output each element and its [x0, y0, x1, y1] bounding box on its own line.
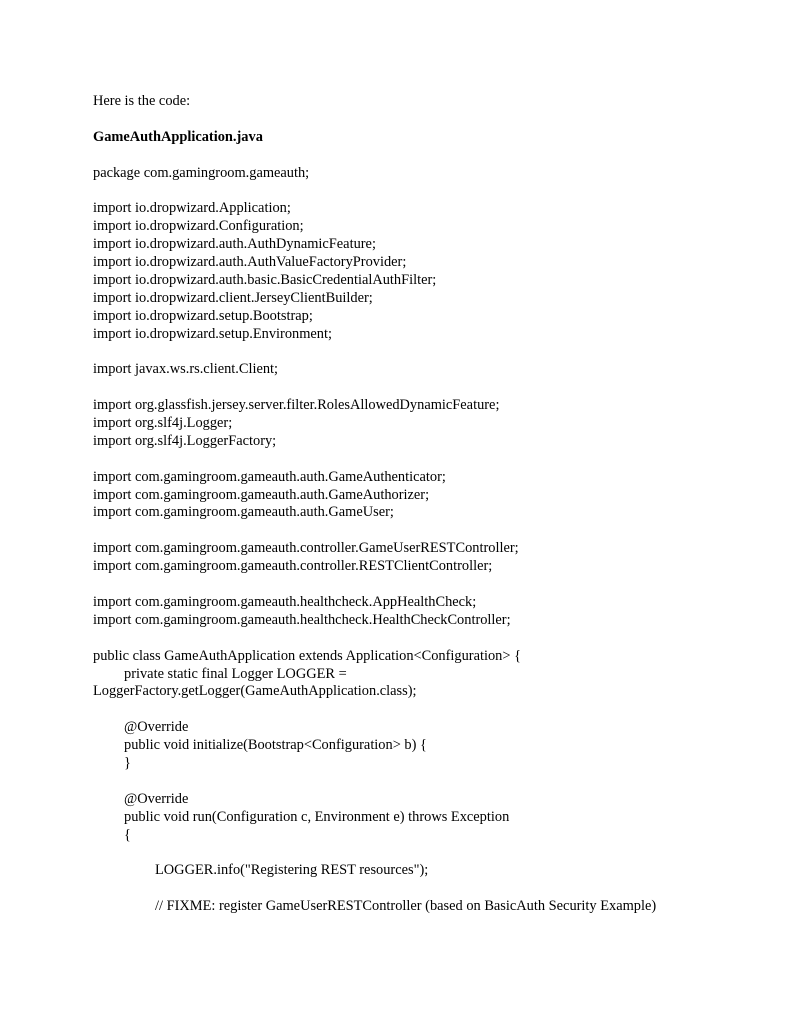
initialize-close-brace: }	[124, 754, 131, 771]
spacer	[93, 147, 753, 165]
spacer	[93, 522, 753, 540]
import-line: import org.glassfish.jersey.server.filter.RolesAllowedDynamicFeature;	[93, 397, 500, 414]
javax-imports	[93, 361, 753, 379]
run-signature: public void run(Configuration c, Environment e) throws Exception	[124, 808, 510, 825]
import-line: import io.dropwizard.setup.Bootstrap;	[93, 307, 313, 324]
spacer	[93, 880, 753, 898]
import-line: import com.gamingroom.gameauth.healthcheck.AppHealthCheck;	[93, 593, 477, 610]
spacer	[93, 701, 753, 719]
file-heading: GameAuthApplication.java	[93, 128, 263, 145]
import-line: import org.slf4j.LoggerFactory;	[93, 432, 277, 449]
override-annotation: @Override	[124, 719, 189, 736]
spacer	[93, 182, 753, 200]
class-declaration: public class GameAuthApplication extends Application<Configuration> {	[93, 647, 521, 664]
import-line: import javax.ws.rs.client.Client;	[93, 361, 279, 378]
initialize-signature: public void initialize(Bootstrap<Configuration> b) {	[124, 737, 427, 754]
import-line: import com.gamingroom.gameauth.auth.GameAuthorizer;	[93, 486, 430, 503]
dropwizard-imports	[93, 200, 753, 343]
import-line: import com.gamingroom.gameauth.auth.GameUser;	[93, 504, 394, 521]
auth-imports	[93, 469, 753, 523]
import-line: import com.gamingroom.gameauth.controller.GameUserRESTController;	[93, 540, 519, 557]
logger-field-line: private static final Logger LOGGER =	[124, 665, 347, 682]
spacer	[93, 844, 753, 862]
import-line: import io.dropwizard.auth.basic.BasicCredentialAuthFilter;	[93, 271, 437, 288]
import-line: import io.dropwizard.client.JerseyClientBuilder;	[93, 289, 373, 306]
import-line: import io.dropwizard.auth.AuthDynamicFeature;	[93, 236, 376, 253]
import-line: import org.slf4j.Logger;	[93, 415, 233, 432]
spacer	[93, 379, 753, 397]
override-annotation: @Override	[124, 790, 189, 807]
spacer	[93, 451, 753, 469]
fixme-comment: // FIXME: register GameUserRESTController (based on BasicAuth Security Example)	[155, 898, 657, 915]
healthcheck-imports	[93, 594, 753, 630]
import-line: import com.gamingroom.gameauth.auth.GameAuthenticator;	[93, 468, 446, 485]
run-open-brace: {	[124, 826, 131, 843]
logger-info-call: LOGGER.info("Registering REST resources");	[155, 862, 429, 879]
import-line: import com.gamingroom.gameauth.controller.RESTClientController;	[93, 558, 493, 575]
controller-imports	[93, 540, 753, 576]
document-body	[93, 93, 753, 916]
spacer	[93, 576, 753, 594]
spacer	[93, 630, 753, 648]
spacer	[93, 343, 753, 361]
import-line: import io.dropwizard.setup.Environment;	[93, 325, 332, 342]
logger-field-continuation: LoggerFactory.getLogger(GameAuthApplication.class);	[93, 683, 417, 700]
spacer	[93, 111, 753, 129]
import-line: import io.dropwizard.auth.AuthValueFactoryProvider;	[93, 254, 407, 271]
import-line: import com.gamingroom.gameauth.healthcheck.HealthCheckController;	[93, 611, 511, 628]
import-line: import io.dropwizard.Application;	[93, 200, 291, 217]
spacer	[93, 773, 753, 791]
intro-text: Here is the code:	[93, 93, 191, 109]
import-line: import io.dropwizard.Configuration;	[93, 218, 304, 235]
misc-imports	[93, 397, 753, 451]
package-declaration: package com.gamingroom.gameauth;	[93, 164, 310, 181]
